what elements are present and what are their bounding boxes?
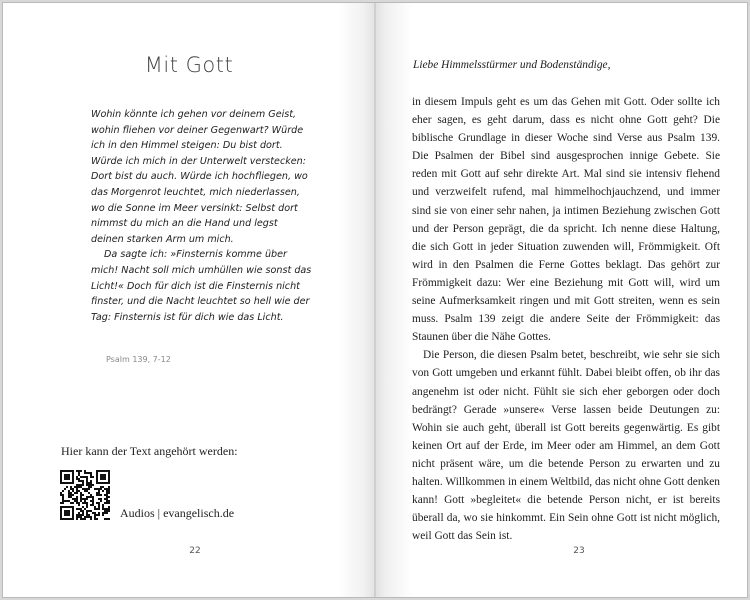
audio-label: Hier kann der Text angehört werden: [61,444,238,458]
body-text [412,93,720,545]
quote-paragraph: Da sagte ich: »Finsternis komme über mich! Nacht soll mich umhüllen wie sonst das Licht!« Doch für dich ist die Finsternis nicht finster, und die Nacht leuchtet so hell wie der Tag: Finsternis ist für dich wie das Licht. [91,249,312,323]
qr-code-icon[interactable] [60,470,110,520]
psalm-quote [91,107,313,325]
book-gutter [374,3,376,597]
audio-link[interactable]: Audios | evangelisch.de [120,506,235,520]
book-spread [2,2,748,598]
right-page [375,3,747,597]
quote-source: Psalm 139, 7-12 [106,355,171,364]
page-number-right: 23 [573,546,585,556]
page-number-left: 22 [189,546,201,556]
left-page [3,3,375,597]
salutation: Liebe Himmelsstürmer und Bodenständige, [413,59,611,71]
body-paragraph: Die Person, die diesen Psalm betet, beschreibt, wie sehr sie sich von Gott umgeben und erkannt fühlt. Dabei bleibt offen, ob ihr das angenehm ist oder nicht. Fühlt sie sich eher geborgen oder doch bedrängt? Gerade »unsere« Verse lassen beide Deutungen zu: Wohin sie auch geht, überall ist Gott bereits gegenwärtig. Es gibt keinen Ort auf der Erde, im Meer oder am Himmel, an dem Gott nicht präsent wäre, um die betende Person zu erwarten und zu halten. Willkommen in einem Weltbild, das nicht ohne Gott denken kann! Gott »begleitet« die betende Person nicht, er ist bereits überall da, wo sie hinkommt. Ein Sein ohne Gott ist nicht möglich, weil Gott das Sein ist. [412,349,720,543]
quote-paragraph: Wohin könnte ich gehen vor deinem Geist, wohin fliehen vor deiner Gegenwart? Würde ich in den Himmel steigen: Du bist dort. Würde ich mich in der Unterwelt verstecken: Dort bist du auch. Würde ich hochfliegen, wo das Morgenrot leuchtet, mich niederlassen, wo die Sonne im Meer versinkt: Selbst dort nimmst du mich an die Hand und legst deinen starken Arm um mich. [91,109,308,245]
chapter-title: Mit Gott [144,53,234,77]
body-paragraph: in diesem Impuls geht es um das Gehen mit Gott. Oder sollte ich eher sagen, es geht darum, dass es nicht ohne Gott geht? Die biblische Grundlage in dieser Woche sind Verse aus Psalm 139. Die Psalmen der Bibel sind ausgesprochen innige Gebete. Sie reden mit Gott auf sehr direkte Art. Mal sind sie intensiv flehend und verzweifelt rufend, mal himmelhochjauchzend, und immer sind sie von einer sehr nahen, ja intimen Beziehung zwischen Gott und der Person geprägt, die da spricht. Ich nenne diese Haltung, die sich Gott in jeder Situation zuwenden will, Frömmigkeit. Oft wird in den Psalmen die Ferne Gottes beklagt. Das gehört zur Frömmigkeit dazu: Wer eine Beziehung mit Gott will, wird um seine Aufmerksamkeit ringen und mit Gott streiten, wenn es sein muss. Psalm 139 zeigt die andere Seite der Frömmigkeit: das Staunen über die Nähe Gottes. [412,96,720,344]
